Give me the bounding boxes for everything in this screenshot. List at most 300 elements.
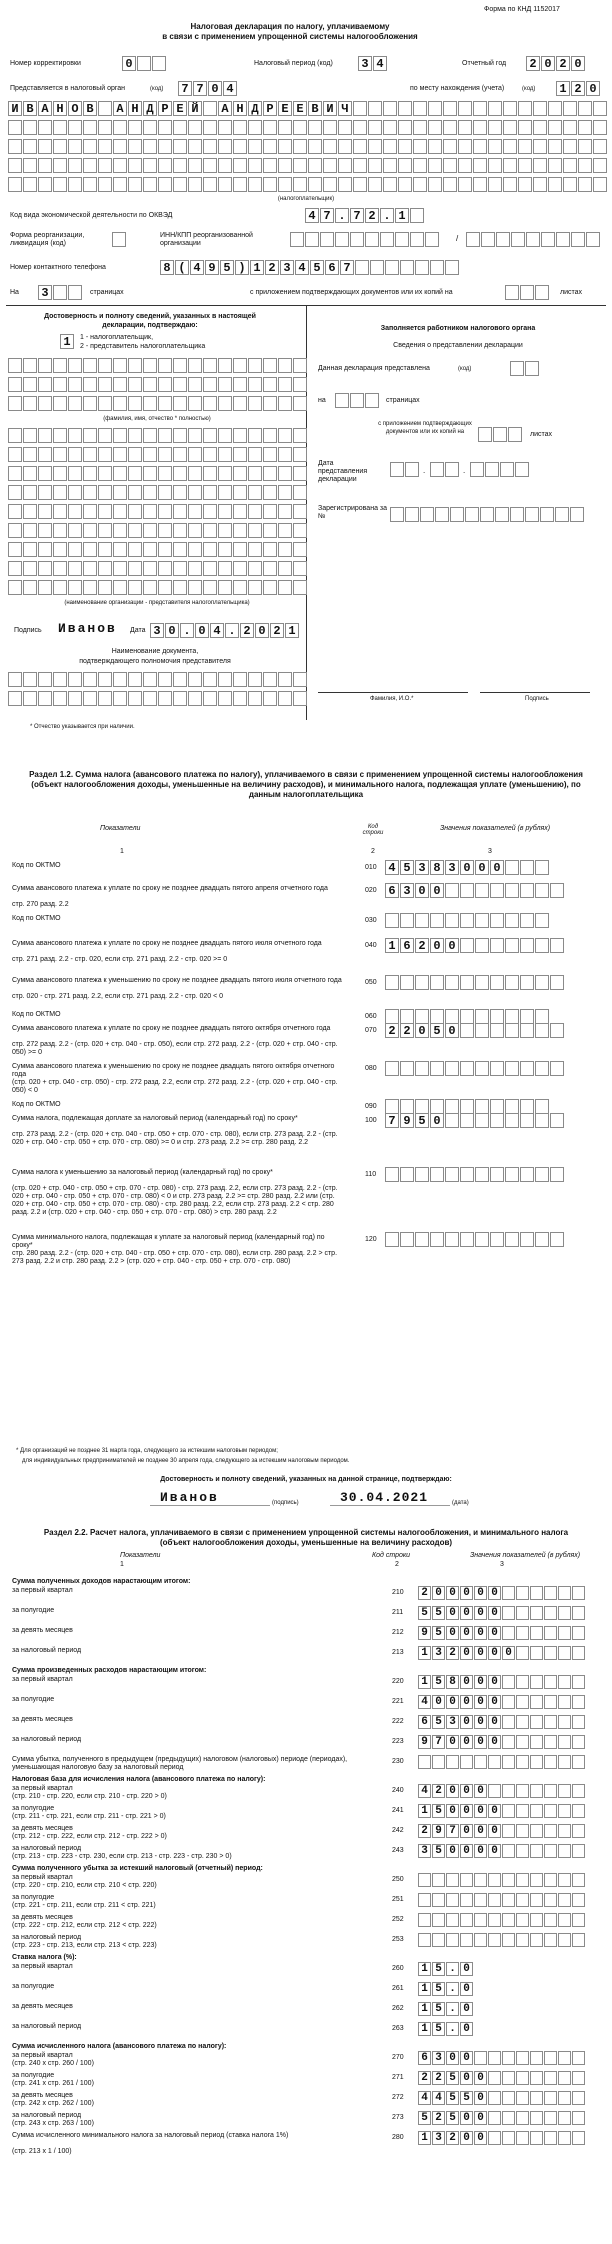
char-cell xyxy=(23,447,37,462)
char-cell xyxy=(218,580,232,595)
char-cell: 6 xyxy=(325,260,339,275)
taxpayer-name-row3[interactable] xyxy=(8,139,608,154)
char-cell xyxy=(203,447,217,462)
char-cell xyxy=(203,377,217,392)
char-cell xyxy=(460,1893,473,1907)
char-cell xyxy=(400,1061,414,1076)
char-cell xyxy=(113,691,127,706)
char-cell xyxy=(425,232,439,247)
section-2-2-title: Раздел 2.2. Расчет налога, уплачиваемого в связи с применением упрощенной системы налогообложения, и минимального налога (объект налогообложения доходы, уменьшенные на величину расходов) xyxy=(43,1528,569,1547)
char-cell xyxy=(505,975,519,990)
char-cell xyxy=(558,1784,571,1798)
char-cell xyxy=(203,672,217,687)
confirm-fio-row3[interactable] xyxy=(8,396,308,411)
tax-office-reg-field[interactable] xyxy=(390,507,585,522)
confirm-org-row7[interactable] xyxy=(8,542,308,557)
char-cell xyxy=(458,120,472,135)
s22-row-value[interactable] xyxy=(418,1606,586,1620)
char-cell: 5 xyxy=(446,2091,459,2105)
s22-row-value[interactable] xyxy=(418,1715,586,1729)
char-cell xyxy=(248,139,262,154)
s12-row-formula: (стр. 020 + стр. 040 - стр. 050 + стр. 070 - стр. 080) - стр. 273 разд. 2.2, если стр. 273 разд. 2.2 - (стр. 020 + стр. 040 - стр. 050 + стр. 070 - стр. 080) < 0 и стр. 273 разд. 2.2 >= стр. 280 разд. 2.2 или (стр. 020 + стр. 040 - стр. 050 + стр. 070 - стр. 080) - стр. 280 разд. 2.2, если стр. 273 разд. 2.2 < стр. 280 разд. 2.2 и (стр. 020 + стр. 040 - стр. 050 + стр. 070 - стр. 080) > стр. 280 разд. 2.2 xyxy=(12,1185,338,1216)
char-cell xyxy=(445,883,459,898)
s22-row-code: 243 xyxy=(392,1847,404,1854)
char-cell xyxy=(525,361,539,376)
confirm-org-row2[interactable] xyxy=(8,447,308,462)
char-cell xyxy=(188,504,202,519)
char-cell: . xyxy=(335,208,349,223)
char-cell xyxy=(558,1824,571,1838)
s22-col-n2: 2 xyxy=(395,1561,399,1568)
s22-row-value[interactable] xyxy=(418,1933,586,1947)
char-cell: 3 xyxy=(150,623,164,638)
s12-row-value[interactable] xyxy=(385,1099,550,1114)
char-cell xyxy=(572,1784,585,1798)
char-cell xyxy=(502,1755,515,1769)
char-cell xyxy=(460,1099,474,1114)
tax-office-title: Заполняется работником налогового органа xyxy=(380,325,536,332)
tax-office-sign-label: Подпись xyxy=(525,696,549,702)
s22-row-code: 230 xyxy=(392,1758,404,1765)
char-cell xyxy=(544,1873,557,1887)
char-cell xyxy=(53,523,67,538)
char-cell xyxy=(418,1755,431,1769)
char-cell xyxy=(516,1626,529,1640)
confirm-org-row3[interactable] xyxy=(8,466,308,481)
char-cell xyxy=(490,1167,504,1182)
char-cell xyxy=(558,1626,571,1640)
confirm-org-row8[interactable] xyxy=(8,561,308,576)
char-cell xyxy=(540,507,554,522)
s12-row-value[interactable] xyxy=(385,938,565,953)
char-cell: 1 xyxy=(418,2002,431,2016)
correction-field[interactable] xyxy=(122,56,167,71)
taxpayer-name-row4[interactable] xyxy=(8,158,608,173)
char-cell xyxy=(525,507,539,522)
s22-row-value[interactable] xyxy=(418,2091,586,2105)
s12-row-label: Код по ОКТМО xyxy=(12,1101,61,1108)
char-cell xyxy=(203,358,217,373)
confirm-date-field[interactable] xyxy=(150,623,300,638)
s12-row-formula: стр. 270 разд. 2.2 xyxy=(12,901,69,908)
char-cell xyxy=(488,2091,501,2105)
char-cell: 4 xyxy=(418,1695,431,1709)
phone-field[interactable] xyxy=(160,260,460,275)
s22-row-value[interactable] xyxy=(418,1962,474,1976)
char-cell xyxy=(173,542,187,557)
char-cell xyxy=(502,2051,515,2065)
s22-row-value[interactable] xyxy=(418,1804,586,1818)
taxpayer-name-row1[interactable] xyxy=(8,101,608,116)
confirm-org-row4[interactable] xyxy=(8,485,308,500)
taxpayer-name-row5[interactable] xyxy=(8,177,608,192)
char-cell xyxy=(263,691,277,706)
char-cell xyxy=(550,1113,564,1128)
char-cell xyxy=(470,462,484,477)
char-cell xyxy=(233,523,247,538)
location-field[interactable] xyxy=(556,81,601,96)
char-cell xyxy=(516,1646,529,1660)
char-cell xyxy=(418,1873,431,1887)
confirm-footnote: * Отчество указывается при наличии. xyxy=(30,724,135,730)
char-cell xyxy=(418,1893,431,1907)
char-cell xyxy=(445,462,459,477)
s12-row-value[interactable] xyxy=(385,883,565,898)
char-cell: 0 xyxy=(475,860,489,875)
reorg-field[interactable] xyxy=(112,232,127,247)
char-cell xyxy=(53,691,67,706)
s22-row-value[interactable] xyxy=(418,1646,586,1660)
char-cell xyxy=(488,1933,501,1947)
char-cell xyxy=(8,580,22,595)
char-cell xyxy=(516,2131,529,2145)
char-cell xyxy=(218,377,232,392)
char-cell xyxy=(83,139,97,154)
char-cell xyxy=(368,158,382,173)
char-cell xyxy=(290,232,304,247)
s12-row-label: Код по ОКТМО xyxy=(12,915,61,922)
char-cell xyxy=(558,1804,571,1818)
char-cell xyxy=(233,691,247,706)
char-cell xyxy=(572,1646,585,1660)
char-cell xyxy=(395,232,409,247)
tax-office-date-month[interactable] xyxy=(430,462,460,477)
year-field[interactable] xyxy=(526,56,586,71)
s22-row-formula: (стр. 213 - стр. 223 - стр. 230, если стр. 213 - стр. 223 - стр. 230 > 0) xyxy=(12,1853,232,1860)
char-cell: 0 xyxy=(122,56,136,71)
attach-label: с приложением подтверждающих документов или их копий на xyxy=(250,289,453,296)
char-cell: 0 xyxy=(446,1844,459,1858)
char-cell xyxy=(503,120,517,135)
char-cell xyxy=(293,120,307,135)
char-cell xyxy=(248,428,262,443)
s12-row-value[interactable] xyxy=(385,1023,565,1038)
char-cell: 2 xyxy=(240,623,254,638)
char-cell xyxy=(572,1586,585,1600)
char-cell xyxy=(368,139,382,154)
confirm-org-row9[interactable] xyxy=(8,580,308,595)
char-cell xyxy=(558,1586,571,1600)
char-cell xyxy=(502,1913,515,1927)
char-cell xyxy=(502,1695,515,1709)
char-cell xyxy=(218,466,232,481)
s22-row-value[interactable] xyxy=(418,2131,586,2145)
char-cell: 0 xyxy=(446,1606,459,1620)
char-cell xyxy=(516,1735,529,1749)
char-cell xyxy=(173,396,187,411)
char-cell: Ч xyxy=(338,101,352,116)
char-cell xyxy=(188,428,202,443)
s22-row-value[interactable] xyxy=(418,2022,474,2036)
char-cell: 0 xyxy=(460,2002,473,2016)
char-cell xyxy=(263,523,277,538)
char-cell xyxy=(558,1893,571,1907)
char-cell xyxy=(505,1061,519,1076)
char-cell xyxy=(83,158,97,173)
char-cell xyxy=(143,504,157,519)
char-cell: И xyxy=(8,101,22,116)
char-cell xyxy=(173,120,187,135)
tax-office-submitted-field[interactable] xyxy=(510,361,540,376)
char-cell xyxy=(516,1893,529,1907)
char-cell xyxy=(572,1755,585,1769)
char-cell xyxy=(368,177,382,192)
reorg-label: Форма реорганизации, ликвидация (код) xyxy=(10,232,85,247)
confirm-org-row5[interactable] xyxy=(8,504,308,519)
char-cell xyxy=(488,158,502,173)
char-cell xyxy=(533,120,547,135)
char-cell xyxy=(263,120,277,135)
pages-prefix: На xyxy=(10,289,19,296)
char-cell xyxy=(571,232,585,247)
char-cell xyxy=(496,232,510,247)
s12-row-value[interactable] xyxy=(385,1009,550,1024)
s22-row-code: 211 xyxy=(392,1609,404,1616)
s22-row-value[interactable] xyxy=(418,1913,586,1927)
s12-row-label: Сумма налога к уменьшению за налоговый период (календарный год) по сроку* xyxy=(12,1169,273,1176)
char-cell xyxy=(143,466,157,481)
char-cell xyxy=(233,396,247,411)
char-cell xyxy=(158,158,172,173)
s22-row-value[interactable] xyxy=(418,1586,586,1600)
char-cell: 5 xyxy=(446,2071,459,2085)
s22-row-value[interactable] xyxy=(418,2051,586,2065)
s22-row-formula: (стр. 222 - стр. 212, если стр. 212 < стр. 222) xyxy=(12,1922,157,1929)
char-cell xyxy=(128,396,142,411)
char-cell: 3 xyxy=(432,1646,445,1660)
char-cell xyxy=(535,1023,549,1038)
char-cell xyxy=(502,1933,515,1947)
char-cell: 8 xyxy=(160,260,174,275)
s12-row-label: Код по ОКТМО xyxy=(12,1011,61,1018)
char-cell xyxy=(502,2091,515,2105)
confirm-fio-row1[interactable] xyxy=(8,358,308,373)
char-cell xyxy=(558,2111,571,2125)
s12-row-value[interactable] xyxy=(385,1113,565,1128)
period-field[interactable] xyxy=(358,56,388,71)
s22-group-label: Ставка налога (%): xyxy=(12,1954,77,1961)
char-cell: 0 xyxy=(460,1675,473,1689)
taxpayer-name-row2[interactable] xyxy=(8,120,608,135)
s22-row-value[interactable] xyxy=(418,1735,586,1749)
char-cell: . xyxy=(446,1962,459,1976)
tax-office-pages-field[interactable] xyxy=(335,393,380,408)
char-cell xyxy=(203,396,217,411)
char-cell xyxy=(530,1626,543,1640)
char-cell xyxy=(278,158,292,173)
confirm-role-1: 1 - налогоплательщик, xyxy=(80,334,154,341)
char-cell xyxy=(460,1023,474,1038)
char-cell xyxy=(248,580,262,595)
char-cell xyxy=(38,691,52,706)
char-cell: 4 xyxy=(223,81,237,96)
char-cell: 0 xyxy=(445,1023,459,1038)
s12-row-value[interactable] xyxy=(385,913,550,928)
s22-group-label: Сумма полученных доходов нарастающим итогом: xyxy=(12,1578,191,1585)
char-cell xyxy=(445,1061,459,1076)
char-cell xyxy=(233,580,247,595)
char-cell xyxy=(550,1167,564,1182)
char-cell xyxy=(98,672,112,687)
char-cell xyxy=(572,1804,585,1818)
char-cell xyxy=(68,428,82,443)
char-cell xyxy=(530,1675,543,1689)
char-cell: 3 xyxy=(38,285,52,300)
char-cell xyxy=(113,523,127,538)
s12-date-note: (дата) xyxy=(452,1500,469,1506)
s12-col-indicator: Показатели xyxy=(100,825,141,832)
char-cell xyxy=(430,1167,444,1182)
char-cell xyxy=(83,691,97,706)
char-cell: В xyxy=(83,101,97,116)
s12-row-label: Сумма авансового платежа к уплате по сроку не позднее двадцать пятого апреля отчетного года xyxy=(12,885,328,892)
confirm-org-row6[interactable] xyxy=(8,523,308,538)
char-cell: 0 xyxy=(460,1695,473,1709)
authority-field[interactable] xyxy=(178,81,238,96)
char-cell xyxy=(520,1232,534,1247)
char-cell xyxy=(558,2131,571,2145)
s22-row-value[interactable] xyxy=(418,2002,474,2016)
char-cell xyxy=(432,1913,445,1927)
char-cell xyxy=(128,466,142,481)
char-cell xyxy=(530,1844,543,1858)
char-cell xyxy=(68,542,82,557)
char-cell xyxy=(474,1873,487,1887)
char-cell: 7 xyxy=(320,208,334,223)
char-cell: 7 xyxy=(432,1735,445,1749)
char-cell xyxy=(8,177,22,192)
char-cell xyxy=(572,1893,585,1907)
char-cell xyxy=(443,120,457,135)
char-cell xyxy=(98,561,112,576)
confirm-doc-row1[interactable] xyxy=(8,672,308,687)
char-cell: 9 xyxy=(400,1113,414,1128)
tax-office-date-label: Дата представления декларации xyxy=(318,460,368,483)
char-cell xyxy=(593,158,607,173)
char-cell xyxy=(113,485,127,500)
okved-field[interactable] xyxy=(305,208,425,223)
char-cell xyxy=(535,883,549,898)
tax-office-attach-field[interactable] xyxy=(478,427,523,442)
s12-row-value[interactable] xyxy=(385,1232,565,1247)
s22-row-label: за первый квартал xyxy=(12,1874,73,1881)
char-cell: 6 xyxy=(418,1715,431,1729)
char-cell: 1 xyxy=(395,208,409,223)
char-cell xyxy=(293,447,307,462)
char-cell xyxy=(516,1873,529,1887)
confirm-role-field[interactable] xyxy=(60,334,75,349)
s12-row-value[interactable] xyxy=(385,860,550,875)
char-cell xyxy=(550,938,564,953)
char-cell: 5 xyxy=(418,2111,431,2125)
char-cell: 1 xyxy=(418,1675,431,1689)
char-cell: 2 xyxy=(446,1646,459,1660)
char-cell xyxy=(488,1873,501,1887)
char-cell: 0 xyxy=(474,1784,487,1798)
tax-office-date-year[interactable] xyxy=(470,462,530,477)
char-cell xyxy=(445,260,459,275)
char-cell xyxy=(544,1755,557,1769)
char-cell: Н xyxy=(53,101,67,116)
char-cell xyxy=(490,1061,504,1076)
char-cell xyxy=(563,139,577,154)
char-cell xyxy=(38,466,52,481)
char-cell xyxy=(530,1873,543,1887)
s22-row-value[interactable] xyxy=(418,1844,586,1858)
char-cell xyxy=(53,447,67,462)
char-cell xyxy=(38,447,52,462)
confirm-org-row1[interactable] xyxy=(8,428,308,443)
char-cell xyxy=(418,1913,431,1927)
confirm-doc-row2[interactable] xyxy=(8,691,308,706)
char-cell xyxy=(53,377,67,392)
char-cell xyxy=(233,447,247,462)
char-cell: . xyxy=(180,623,194,638)
s12-row-value[interactable] xyxy=(385,1061,565,1076)
char-cell: 0 xyxy=(474,1695,487,1709)
char-cell xyxy=(143,139,157,154)
s22-row-label: за налоговый период xyxy=(12,1647,82,1654)
char-cell xyxy=(278,523,292,538)
s22-row-code: 273 xyxy=(392,2114,404,2121)
char-cell xyxy=(83,447,97,462)
s22-row-value[interactable] xyxy=(418,1873,586,1887)
char-cell xyxy=(558,1873,571,1887)
char-cell xyxy=(83,672,97,687)
char-cell xyxy=(460,913,474,928)
char-cell xyxy=(8,428,22,443)
pages-field[interactable] xyxy=(38,285,83,300)
s22-row-value[interactable] xyxy=(418,1982,474,1996)
char-cell xyxy=(530,2131,543,2145)
s12-row-value[interactable] xyxy=(385,1167,565,1182)
char-cell xyxy=(550,883,564,898)
attach-field[interactable] xyxy=(505,285,550,300)
char-cell xyxy=(505,1232,519,1247)
s22-row-value[interactable] xyxy=(418,1824,586,1838)
char-cell: 0 xyxy=(571,56,585,71)
s22-row-value[interactable] xyxy=(418,2111,586,2125)
s22-row-value[interactable] xyxy=(418,1626,586,1640)
confirm-date-label: Дата xyxy=(130,627,146,634)
s22-row-value[interactable] xyxy=(418,2071,586,2085)
reorg-kpp-field[interactable] xyxy=(466,232,601,247)
tax-office-reg-label: Зарегистрирована за № xyxy=(318,505,388,520)
s22-row-value[interactable] xyxy=(418,1675,586,1689)
char-cell xyxy=(541,232,555,247)
reorg-slash: / xyxy=(456,234,459,243)
char-cell xyxy=(415,1061,429,1076)
char-cell xyxy=(53,504,67,519)
s12-col-code: Код строки xyxy=(362,824,384,836)
s22-row-value[interactable] xyxy=(418,1784,586,1798)
char-cell xyxy=(533,139,547,154)
tax-office-date-day[interactable] xyxy=(390,462,420,477)
reorg-inn-field[interactable] xyxy=(290,232,440,247)
s22-row-value[interactable] xyxy=(418,1755,586,1769)
char-cell xyxy=(535,1099,549,1114)
s12-row-value[interactable] xyxy=(385,975,565,990)
s22-row-value[interactable] xyxy=(418,1893,586,1907)
char-cell xyxy=(23,466,37,481)
char-cell: 2 xyxy=(418,1586,431,1600)
s22-row-value[interactable] xyxy=(418,1695,586,1709)
s22-col-n1: 1 xyxy=(120,1561,124,1568)
char-cell xyxy=(53,672,67,687)
char-cell xyxy=(518,139,532,154)
char-cell xyxy=(544,2071,557,2085)
confirm-fio-row2[interactable] xyxy=(8,377,308,392)
